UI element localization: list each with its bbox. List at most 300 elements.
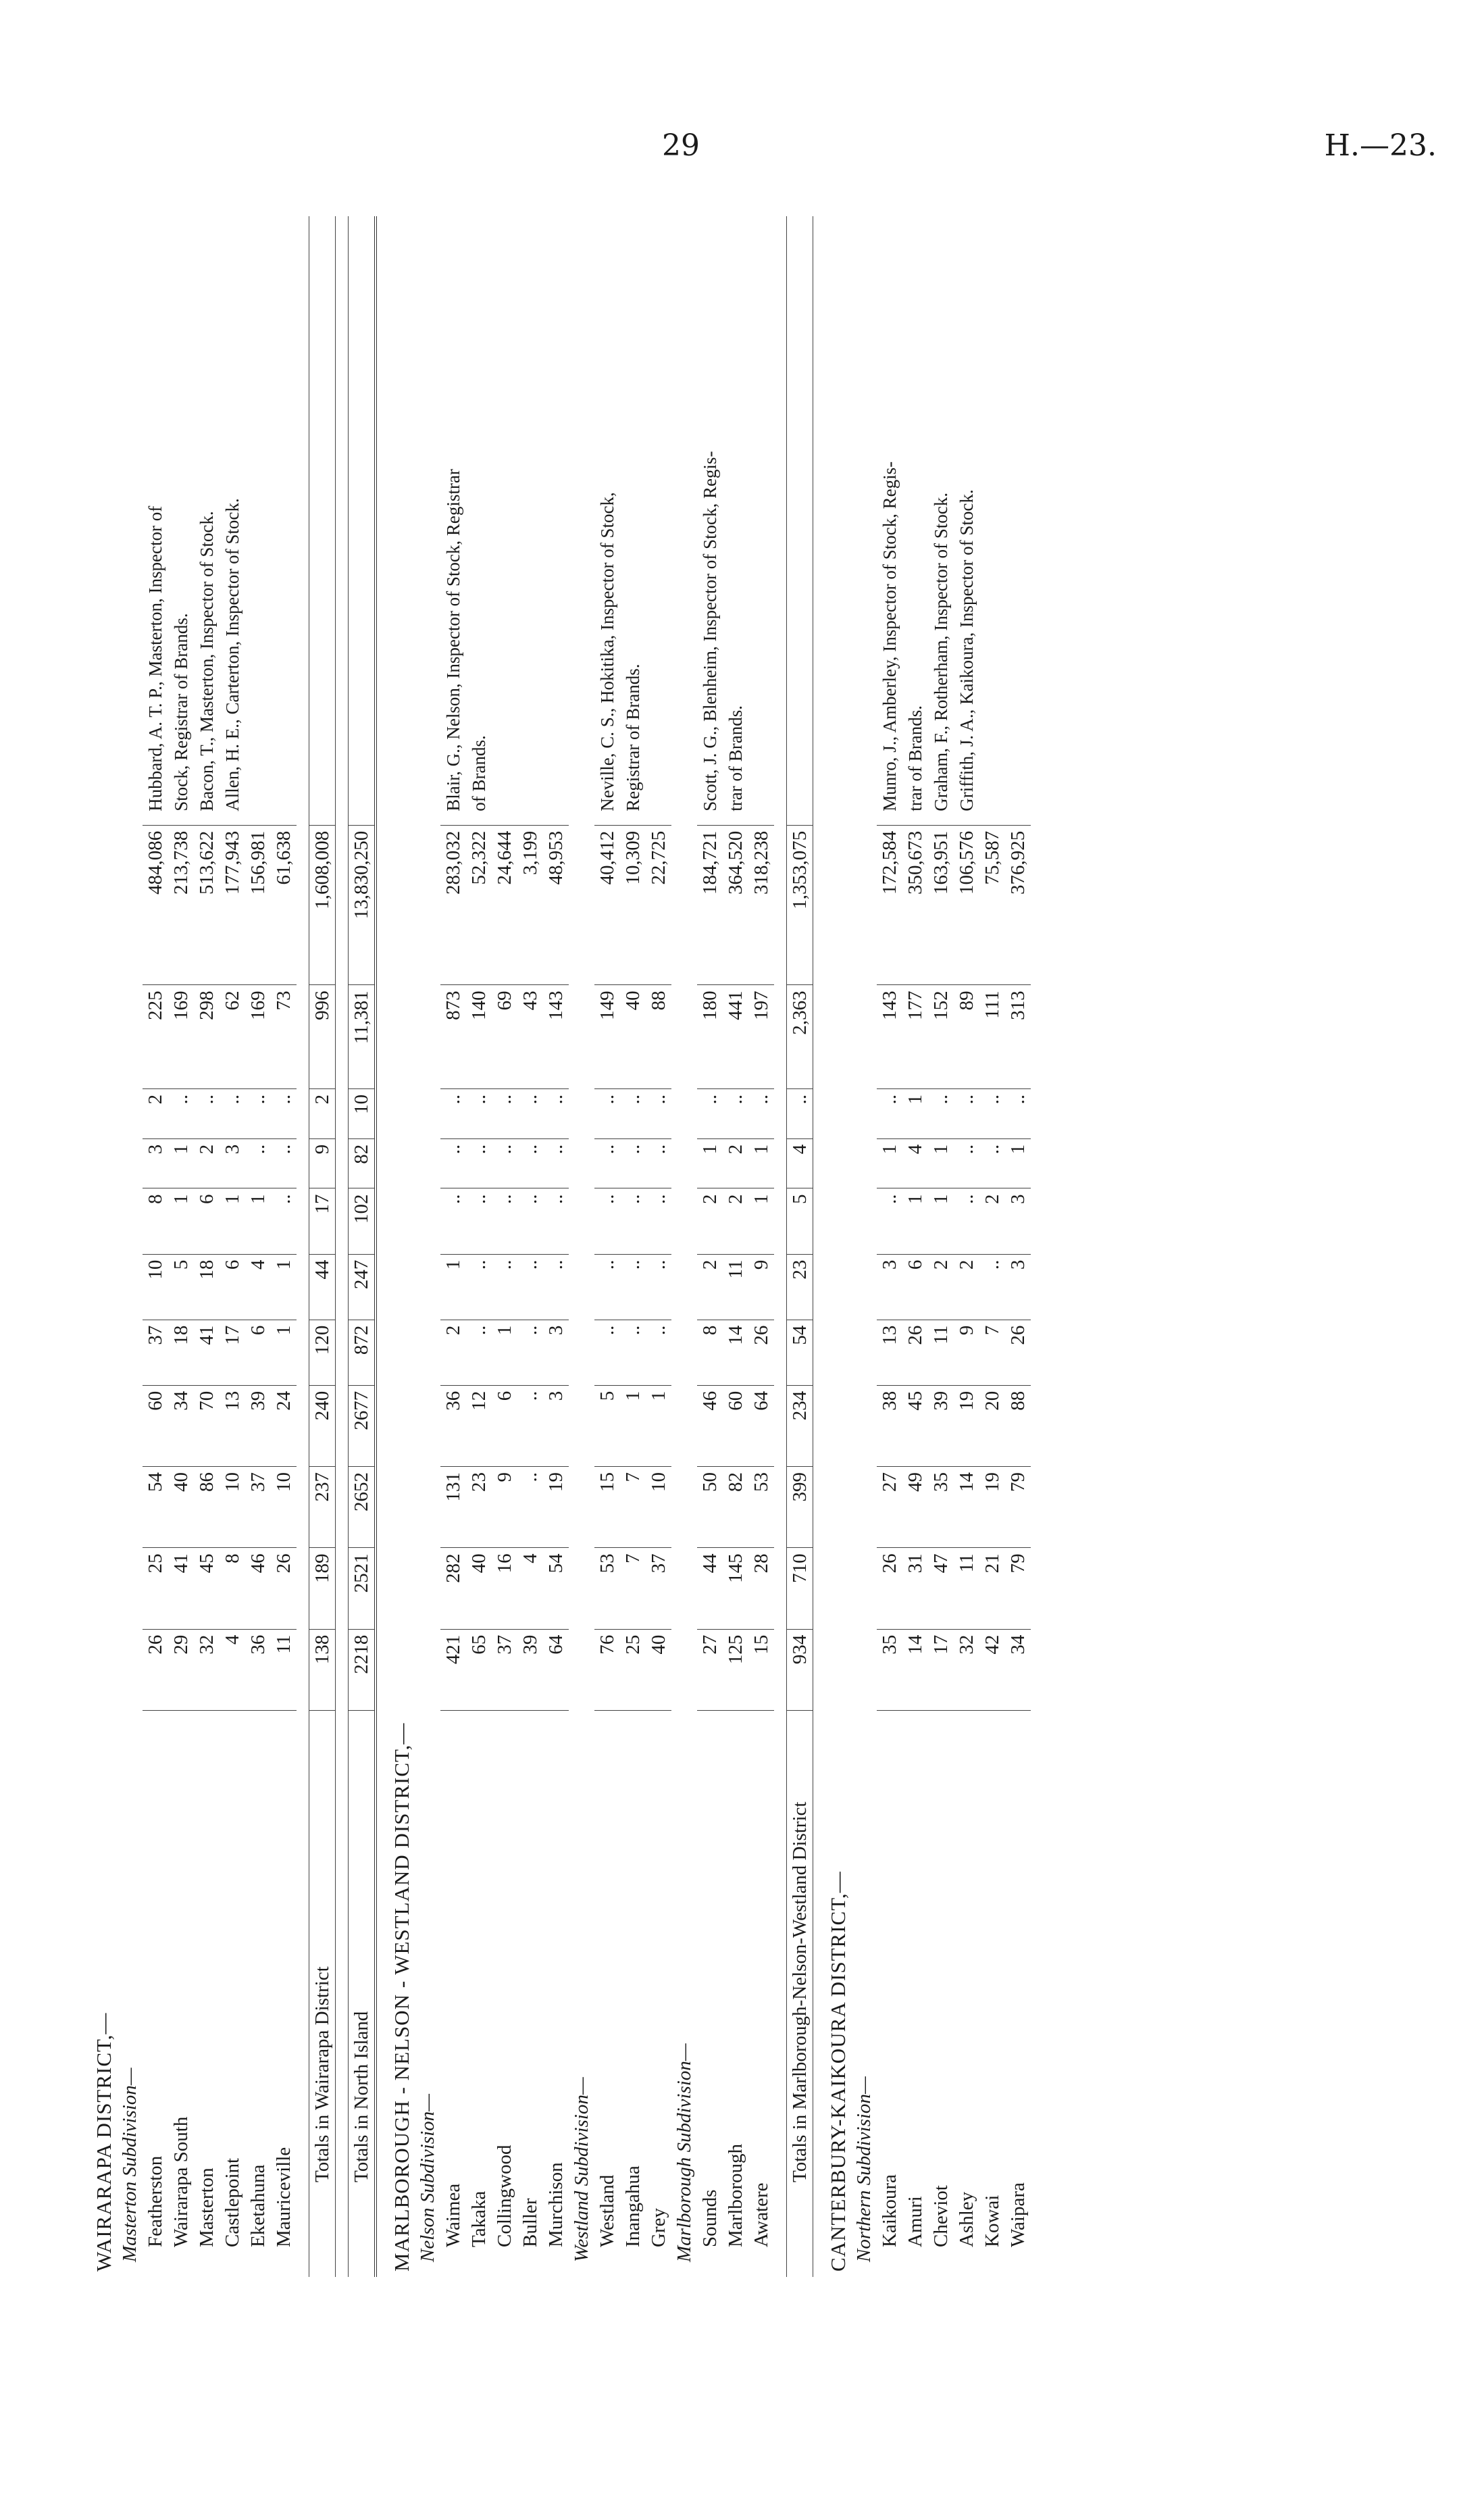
value-cell: 1 bbox=[620, 1385, 646, 1466]
row-name: Waipara bbox=[1007, 2182, 1029, 2247]
value-cell: 213,738 bbox=[168, 825, 194, 985]
value-cell: 27 bbox=[697, 1629, 723, 1710]
value-cell: 88 bbox=[1005, 1385, 1031, 1466]
value-cell: 2 bbox=[194, 1138, 220, 1188]
table-row bbox=[543, 216, 569, 2277]
value-cell: .. bbox=[517, 1320, 543, 1385]
value-cell: 8 bbox=[220, 1548, 245, 1629]
remark-cell: Griffith, J. A., Kaikoura, Inspector of Stock. bbox=[954, 216, 979, 825]
value-cell: 2 bbox=[697, 1188, 723, 1254]
report-code: H.—23. bbox=[1324, 128, 1437, 163]
value-cell: 54 bbox=[543, 1548, 569, 1629]
value-cell: 82 bbox=[349, 1138, 376, 1188]
value-cell: .. bbox=[543, 1254, 569, 1320]
value-cell: 19 bbox=[954, 1385, 979, 1466]
table-row bbox=[517, 216, 543, 2277]
value-cell: 10 bbox=[349, 1088, 376, 1138]
value-cell: 22,725 bbox=[646, 825, 671, 985]
value-cell: 17 bbox=[220, 1320, 245, 1385]
value-cell: 364,520 bbox=[723, 825, 748, 985]
remark-cell bbox=[646, 216, 671, 825]
value-cell: 376,925 bbox=[1005, 825, 1031, 985]
value-cell: 27 bbox=[877, 1467, 902, 1548]
value-cell: 8 bbox=[697, 1320, 723, 1385]
spacer-cell bbox=[813, 1711, 826, 2278]
value-cell: 82 bbox=[723, 1467, 748, 1548]
value-cell: 11 bbox=[271, 1629, 297, 1710]
value-cell: 169 bbox=[245, 985, 271, 1089]
remark-cell bbox=[245, 216, 271, 825]
value-cell: 6 bbox=[194, 1188, 220, 1254]
value-cell: 1,353,075 bbox=[787, 825, 813, 985]
value-cell: .. bbox=[620, 1254, 646, 1320]
value-cell: 10 bbox=[143, 1254, 168, 1320]
value-cell: 48,953 bbox=[543, 825, 569, 985]
value-cell: 65 bbox=[466, 1629, 492, 1710]
value-cell: 2652 bbox=[349, 1467, 376, 1548]
value-cell: 26 bbox=[902, 1320, 928, 1385]
value-cell: .. bbox=[877, 1088, 902, 1138]
row-name: Inangahua bbox=[622, 2165, 644, 2247]
value-cell: 64 bbox=[748, 1385, 774, 1466]
value-cell: 44 bbox=[309, 1254, 336, 1320]
value-cell: 79 bbox=[1005, 1467, 1031, 1548]
remark-cell: Munro, J., Amberley, Inspector of Stock, Regis- bbox=[877, 216, 902, 825]
value-cell: 52,322 bbox=[466, 825, 492, 985]
remark-cell: Hubbard, A. T. P., Masterton, Inspector of bbox=[143, 216, 168, 825]
value-cell: 43 bbox=[517, 985, 543, 1089]
value-cell: 18 bbox=[168, 1320, 194, 1385]
district-heading bbox=[389, 216, 415, 2277]
remark-cell: Allen, H. E., Carterton, Inspector of Stock. bbox=[220, 216, 245, 825]
value-cell: .. bbox=[194, 1088, 220, 1138]
value-cell: 76 bbox=[594, 1629, 620, 1710]
value-cell: 49 bbox=[902, 1467, 928, 1548]
spacer-row bbox=[297, 216, 309, 2277]
value-cell: 26 bbox=[143, 1629, 168, 1710]
remark-cell: trar of Brands. bbox=[902, 216, 928, 825]
district-heading-label: CANTERBURY-KAIKOURA DISTRICT,— bbox=[826, 1871, 850, 2272]
value-cell: 42 bbox=[979, 1629, 1005, 1710]
value-cell: .. bbox=[620, 1138, 646, 1188]
row-name: Kaikoura bbox=[879, 2174, 900, 2247]
row-name: Mauriceville bbox=[273, 2147, 295, 2247]
remark-cell: of Brands. bbox=[466, 216, 492, 825]
spacer-cell bbox=[774, 1711, 787, 2278]
value-cell: 19 bbox=[979, 1467, 1005, 1548]
district-total-row bbox=[787, 216, 813, 2277]
value-cell: .. bbox=[271, 1188, 297, 1254]
value-cell: 73 bbox=[271, 985, 297, 1089]
value-cell: 7 bbox=[620, 1467, 646, 1548]
subdivision-heading bbox=[117, 216, 143, 2277]
value-cell: .. bbox=[517, 1188, 543, 1254]
value-cell: 283,032 bbox=[440, 825, 466, 985]
value-cell: .. bbox=[723, 1088, 748, 1138]
value-cell: 23 bbox=[787, 1254, 813, 1320]
value-cell: 1 bbox=[271, 1320, 297, 1385]
value-cell: 46 bbox=[697, 1385, 723, 1466]
value-cell: .. bbox=[979, 1138, 1005, 1188]
value-cell: .. bbox=[440, 1138, 466, 1188]
value-cell: 53 bbox=[594, 1548, 620, 1629]
value-cell: 163,951 bbox=[928, 825, 954, 985]
value-cell: 6 bbox=[220, 1254, 245, 1320]
value-cell: 4 bbox=[902, 1138, 928, 1188]
value-cell: 37 bbox=[143, 1320, 168, 1385]
subdivision-heading-label: Nelson Subdivision— bbox=[417, 2094, 438, 2262]
value-cell: 15 bbox=[748, 1629, 774, 1710]
value-cell: 140 bbox=[466, 985, 492, 1089]
value-cell: .. bbox=[646, 1320, 671, 1385]
spacer-row bbox=[813, 216, 826, 2277]
value-cell: 23 bbox=[466, 1467, 492, 1548]
value-cell: 3 bbox=[543, 1320, 569, 1385]
value-cell: .. bbox=[492, 1138, 517, 1188]
value-cell: 45 bbox=[902, 1385, 928, 1466]
spacer-row bbox=[1031, 216, 1043, 2277]
value-cell: 1 bbox=[748, 1188, 774, 1254]
value-cell: .. bbox=[517, 1138, 543, 1188]
value-cell: .. bbox=[517, 1467, 543, 1548]
value-cell: 2677 bbox=[349, 1385, 376, 1466]
subdivision-heading bbox=[671, 216, 697, 2277]
value-cell: 88 bbox=[646, 985, 671, 1089]
value-cell: .. bbox=[271, 1088, 297, 1138]
remark-cell: Graham, F., Rotherham, Inspector of Stock. bbox=[928, 216, 954, 825]
value-cell: 1 bbox=[1005, 1138, 1031, 1188]
subdivision-heading-label: Westland Subdivision— bbox=[571, 2077, 592, 2262]
value-cell: .. bbox=[466, 1320, 492, 1385]
value-cell: .. bbox=[220, 1088, 245, 1138]
remark-cell bbox=[543, 216, 569, 825]
value-cell: .. bbox=[466, 1188, 492, 1254]
value-cell: 70 bbox=[194, 1385, 220, 1466]
subdivision-heading-label: Masterton Subdivision— bbox=[119, 2068, 140, 2262]
value-cell: 10 bbox=[646, 1467, 671, 1548]
value-cell: 11 bbox=[723, 1254, 748, 1320]
value-cell: 1 bbox=[928, 1138, 954, 1188]
value-cell: 25 bbox=[143, 1548, 168, 1629]
value-cell: 1 bbox=[928, 1188, 954, 1254]
row-name: Totals in Marlborough-Nelson-Westland District bbox=[787, 1711, 813, 2278]
value-cell: .. bbox=[543, 1088, 569, 1138]
value-cell: .. bbox=[440, 1188, 466, 1254]
district-heading bbox=[825, 216, 851, 2277]
value-cell: 47 bbox=[928, 1548, 954, 1629]
value-cell: .. bbox=[245, 1138, 271, 1188]
value-cell: .. bbox=[517, 1385, 543, 1466]
value-cell: 14 bbox=[902, 1629, 928, 1710]
value-cell: 60 bbox=[143, 1385, 168, 1466]
value-cell: 1 bbox=[877, 1138, 902, 1188]
table-row bbox=[723, 216, 748, 2277]
value-cell: 282 bbox=[440, 1548, 466, 1629]
value-cell: .. bbox=[168, 1088, 194, 1138]
value-cell: 197 bbox=[748, 985, 774, 1089]
value-cell: 32 bbox=[954, 1629, 979, 1710]
remark-cell bbox=[748, 216, 774, 825]
value-cell: 50 bbox=[697, 1467, 723, 1548]
spacer-row bbox=[774, 216, 787, 2277]
north-island-total-row bbox=[349, 216, 376, 2277]
value-cell: 2 bbox=[309, 1088, 336, 1138]
row-name: Marlborough bbox=[725, 2143, 746, 2247]
value-cell: 710 bbox=[787, 1548, 813, 1629]
row-name: Wairarapa South bbox=[170, 2116, 192, 2247]
subdivision-heading bbox=[569, 216, 594, 2277]
remark-cell: trar of Brands. bbox=[723, 216, 748, 825]
value-cell: .. bbox=[466, 1254, 492, 1320]
value-cell: 6 bbox=[902, 1254, 928, 1320]
value-cell: 19 bbox=[543, 1467, 569, 1548]
value-cell: 3 bbox=[1005, 1188, 1031, 1254]
value-cell: 9 bbox=[492, 1467, 517, 1548]
value-cell: 3 bbox=[877, 1254, 902, 1320]
value-cell: .. bbox=[646, 1138, 671, 1188]
spacer-cell bbox=[1031, 1711, 1043, 2278]
value-cell: 16 bbox=[492, 1548, 517, 1629]
value-cell: 29 bbox=[168, 1629, 194, 1710]
value-cell: 60 bbox=[723, 1385, 748, 1466]
value-cell: .. bbox=[620, 1320, 646, 1385]
value-cell: .. bbox=[594, 1320, 620, 1385]
value-cell: .. bbox=[1005, 1088, 1031, 1138]
value-cell: 3 bbox=[220, 1138, 245, 1188]
remark-cell: Blair, G., Nelson, Inspector of Stock, Registrar bbox=[440, 216, 466, 825]
value-cell: 169 bbox=[168, 985, 194, 1089]
value-cell: 1 bbox=[902, 1188, 928, 1254]
value-cell: 41 bbox=[194, 1320, 220, 1385]
value-cell: 10,309 bbox=[620, 825, 646, 985]
remark-cell: Neville, C. S., Hokitika, Inspector of Stock, bbox=[594, 216, 620, 825]
value-cell: 2 bbox=[723, 1138, 748, 1188]
page-number: 29 bbox=[662, 128, 700, 163]
value-cell: 2 bbox=[928, 1254, 954, 1320]
value-cell: 156,981 bbox=[245, 825, 271, 985]
remark-cell bbox=[1005, 216, 1031, 825]
value-cell: 26 bbox=[1005, 1320, 1031, 1385]
value-cell: 145 bbox=[723, 1548, 748, 1629]
value-cell: 513,622 bbox=[194, 825, 220, 985]
rotated-table-region bbox=[91, 216, 1280, 2277]
value-cell: 35 bbox=[877, 1629, 902, 1710]
value-cell: 1 bbox=[168, 1138, 194, 1188]
value-cell: 172,584 bbox=[877, 825, 902, 985]
value-cell: 2,363 bbox=[787, 985, 813, 1089]
value-cell: 2 bbox=[143, 1088, 168, 1138]
value-cell: 26 bbox=[748, 1320, 774, 1385]
value-cell: 11,381 bbox=[349, 985, 376, 1089]
value-cell: 1 bbox=[646, 1385, 671, 1466]
value-cell: 3,199 bbox=[517, 825, 543, 985]
value-cell: 24 bbox=[271, 1385, 297, 1466]
row-name: Takaka bbox=[468, 2190, 490, 2247]
value-cell: 89 bbox=[954, 985, 979, 1089]
remark-cell bbox=[271, 216, 297, 825]
value-cell: .. bbox=[787, 1088, 813, 1138]
value-cell: 53 bbox=[748, 1467, 774, 1548]
value-cell: 2 bbox=[697, 1254, 723, 1320]
value-cell: 46 bbox=[245, 1548, 271, 1629]
value-cell: 189 bbox=[309, 1548, 336, 1629]
value-cell: 5 bbox=[787, 1188, 813, 1254]
value-cell: 11 bbox=[954, 1548, 979, 1629]
value-cell: 32 bbox=[194, 1629, 220, 1710]
table-row bbox=[440, 216, 466, 2277]
value-cell: 6 bbox=[492, 1385, 517, 1466]
value-cell: 1 bbox=[220, 1188, 245, 1254]
value-cell: .. bbox=[620, 1088, 646, 1138]
value-cell: 120 bbox=[309, 1320, 336, 1385]
value-cell: 1 bbox=[168, 1188, 194, 1254]
table-row bbox=[220, 216, 245, 2277]
value-cell: 9 bbox=[309, 1138, 336, 1188]
value-cell: 9 bbox=[954, 1320, 979, 1385]
value-cell: 31 bbox=[902, 1548, 928, 1629]
table-row bbox=[245, 216, 271, 2277]
district-heading-label: MARLBOROUGH - NELSON - WESTLAND DISTRICT,— bbox=[390, 1722, 413, 2272]
table-row bbox=[748, 216, 774, 2277]
value-cell: 1 bbox=[245, 1188, 271, 1254]
value-cell: 4 bbox=[787, 1138, 813, 1188]
value-cell: 4 bbox=[245, 1254, 271, 1320]
value-cell: .. bbox=[954, 1088, 979, 1138]
value-cell: .. bbox=[492, 1254, 517, 1320]
row-name: Buller bbox=[519, 2198, 541, 2247]
value-cell: 143 bbox=[543, 985, 569, 1089]
table-row bbox=[646, 216, 671, 2277]
value-cell: 149 bbox=[594, 985, 620, 1089]
value-cell: .. bbox=[440, 1088, 466, 1138]
remark-cell bbox=[309, 216, 336, 825]
value-cell: 26 bbox=[877, 1548, 902, 1629]
spacer-row bbox=[336, 216, 349, 2277]
value-cell: 873 bbox=[440, 985, 466, 1089]
value-cell: 1 bbox=[697, 1138, 723, 1188]
table-row bbox=[492, 216, 517, 2277]
value-cell: 64 bbox=[543, 1629, 569, 1710]
value-cell: .. bbox=[646, 1254, 671, 1320]
spacer-cell bbox=[297, 1711, 309, 2278]
value-cell: 1 bbox=[492, 1320, 517, 1385]
value-cell: 3 bbox=[143, 1138, 168, 1188]
value-cell: 3 bbox=[543, 1385, 569, 1466]
value-cell: 4 bbox=[517, 1548, 543, 1629]
table-row bbox=[979, 216, 1005, 2277]
value-cell: .. bbox=[620, 1188, 646, 1254]
value-cell: .. bbox=[954, 1188, 979, 1254]
subdivision-heading bbox=[851, 216, 877, 2277]
value-cell: 441 bbox=[723, 985, 748, 1089]
value-cell: .. bbox=[646, 1188, 671, 1254]
value-cell: 484,086 bbox=[143, 825, 168, 985]
value-cell: .. bbox=[594, 1254, 620, 1320]
value-cell: 18 bbox=[194, 1254, 220, 1320]
value-cell: 4 bbox=[220, 1629, 245, 1710]
table-row bbox=[954, 216, 979, 2277]
value-cell: 14 bbox=[723, 1320, 748, 1385]
value-cell: .. bbox=[748, 1088, 774, 1138]
value-cell: 34 bbox=[168, 1385, 194, 1466]
subdivision-heading-label: Northern Subdivision— bbox=[853, 2076, 875, 2262]
remark-cell: Registrar of Brands. bbox=[620, 216, 646, 825]
district-heading-label: WAIRARAPA DISTRICT,— bbox=[92, 2012, 116, 2272]
value-cell: 6 bbox=[245, 1320, 271, 1385]
table-row bbox=[1005, 216, 1031, 2277]
row-name: Murchison bbox=[545, 2162, 567, 2247]
value-cell: 45 bbox=[194, 1548, 220, 1629]
value-cell: 40,412 bbox=[594, 825, 620, 985]
value-cell: 15 bbox=[594, 1467, 620, 1548]
remark-cell bbox=[349, 216, 376, 825]
value-cell: 177 bbox=[902, 985, 928, 1089]
value-cell: 36 bbox=[440, 1385, 466, 1466]
value-cell: 12 bbox=[466, 1385, 492, 1466]
value-cell: 421 bbox=[440, 1629, 466, 1710]
value-cell: .. bbox=[271, 1138, 297, 1188]
value-cell: 111 bbox=[979, 985, 1005, 1089]
value-cell: 17 bbox=[928, 1629, 954, 1710]
table-row bbox=[594, 216, 620, 2277]
value-cell: 13 bbox=[877, 1320, 902, 1385]
value-cell: 10 bbox=[271, 1467, 297, 1548]
value-cell: 1 bbox=[902, 1088, 928, 1138]
spacer-cell bbox=[376, 1711, 389, 2278]
remark-cell bbox=[979, 216, 1005, 825]
row-name: Masterton bbox=[196, 2167, 218, 2247]
value-cell: 11 bbox=[928, 1320, 954, 1385]
value-cell: .. bbox=[928, 1088, 954, 1138]
value-cell: .. bbox=[466, 1088, 492, 1138]
value-cell: 399 bbox=[787, 1467, 813, 1548]
value-cell: 7 bbox=[620, 1548, 646, 1629]
remark-cell: Stock, Registrar of Brands. bbox=[168, 216, 194, 825]
value-cell: .. bbox=[594, 1088, 620, 1138]
value-cell: 143 bbox=[877, 985, 902, 1089]
value-cell: .. bbox=[245, 1088, 271, 1138]
row-name: Kowai bbox=[981, 2195, 1003, 2247]
value-cell: 28 bbox=[748, 1548, 774, 1629]
value-cell: 2218 bbox=[349, 1629, 376, 1710]
value-cell: 13,830,250 bbox=[349, 825, 376, 985]
value-cell: 40 bbox=[620, 985, 646, 1089]
table-row bbox=[168, 216, 194, 2277]
value-cell: 61,638 bbox=[271, 825, 297, 985]
row-name: Cheviot bbox=[930, 2185, 952, 2247]
row-name: Totals in Wairarapa District bbox=[309, 1711, 336, 2278]
row-name: Sounds bbox=[699, 2189, 721, 2247]
value-cell: 313 bbox=[1005, 985, 1031, 1089]
value-cell: 2 bbox=[440, 1320, 466, 1385]
value-cell: .. bbox=[594, 1138, 620, 1188]
remark-cell bbox=[787, 216, 813, 825]
value-cell: 240 bbox=[309, 1385, 336, 1466]
value-cell: .. bbox=[979, 1254, 1005, 1320]
value-cell: 3 bbox=[1005, 1254, 1031, 1320]
remark-cell bbox=[517, 216, 543, 825]
remark-cell: Scott, J. G., Blenheim, Inspector of Stock, Regis- bbox=[697, 216, 723, 825]
stock-returns-table bbox=[91, 216, 1043, 2277]
value-cell: 86 bbox=[194, 1467, 220, 1548]
value-cell: 2521 bbox=[349, 1548, 376, 1629]
value-cell: 75,587 bbox=[979, 825, 1005, 985]
row-name: Westland bbox=[596, 2174, 618, 2247]
table-row bbox=[143, 216, 168, 2277]
value-cell: 350,673 bbox=[902, 825, 928, 985]
value-cell: 2 bbox=[979, 1188, 1005, 1254]
value-cell: .. bbox=[594, 1188, 620, 1254]
